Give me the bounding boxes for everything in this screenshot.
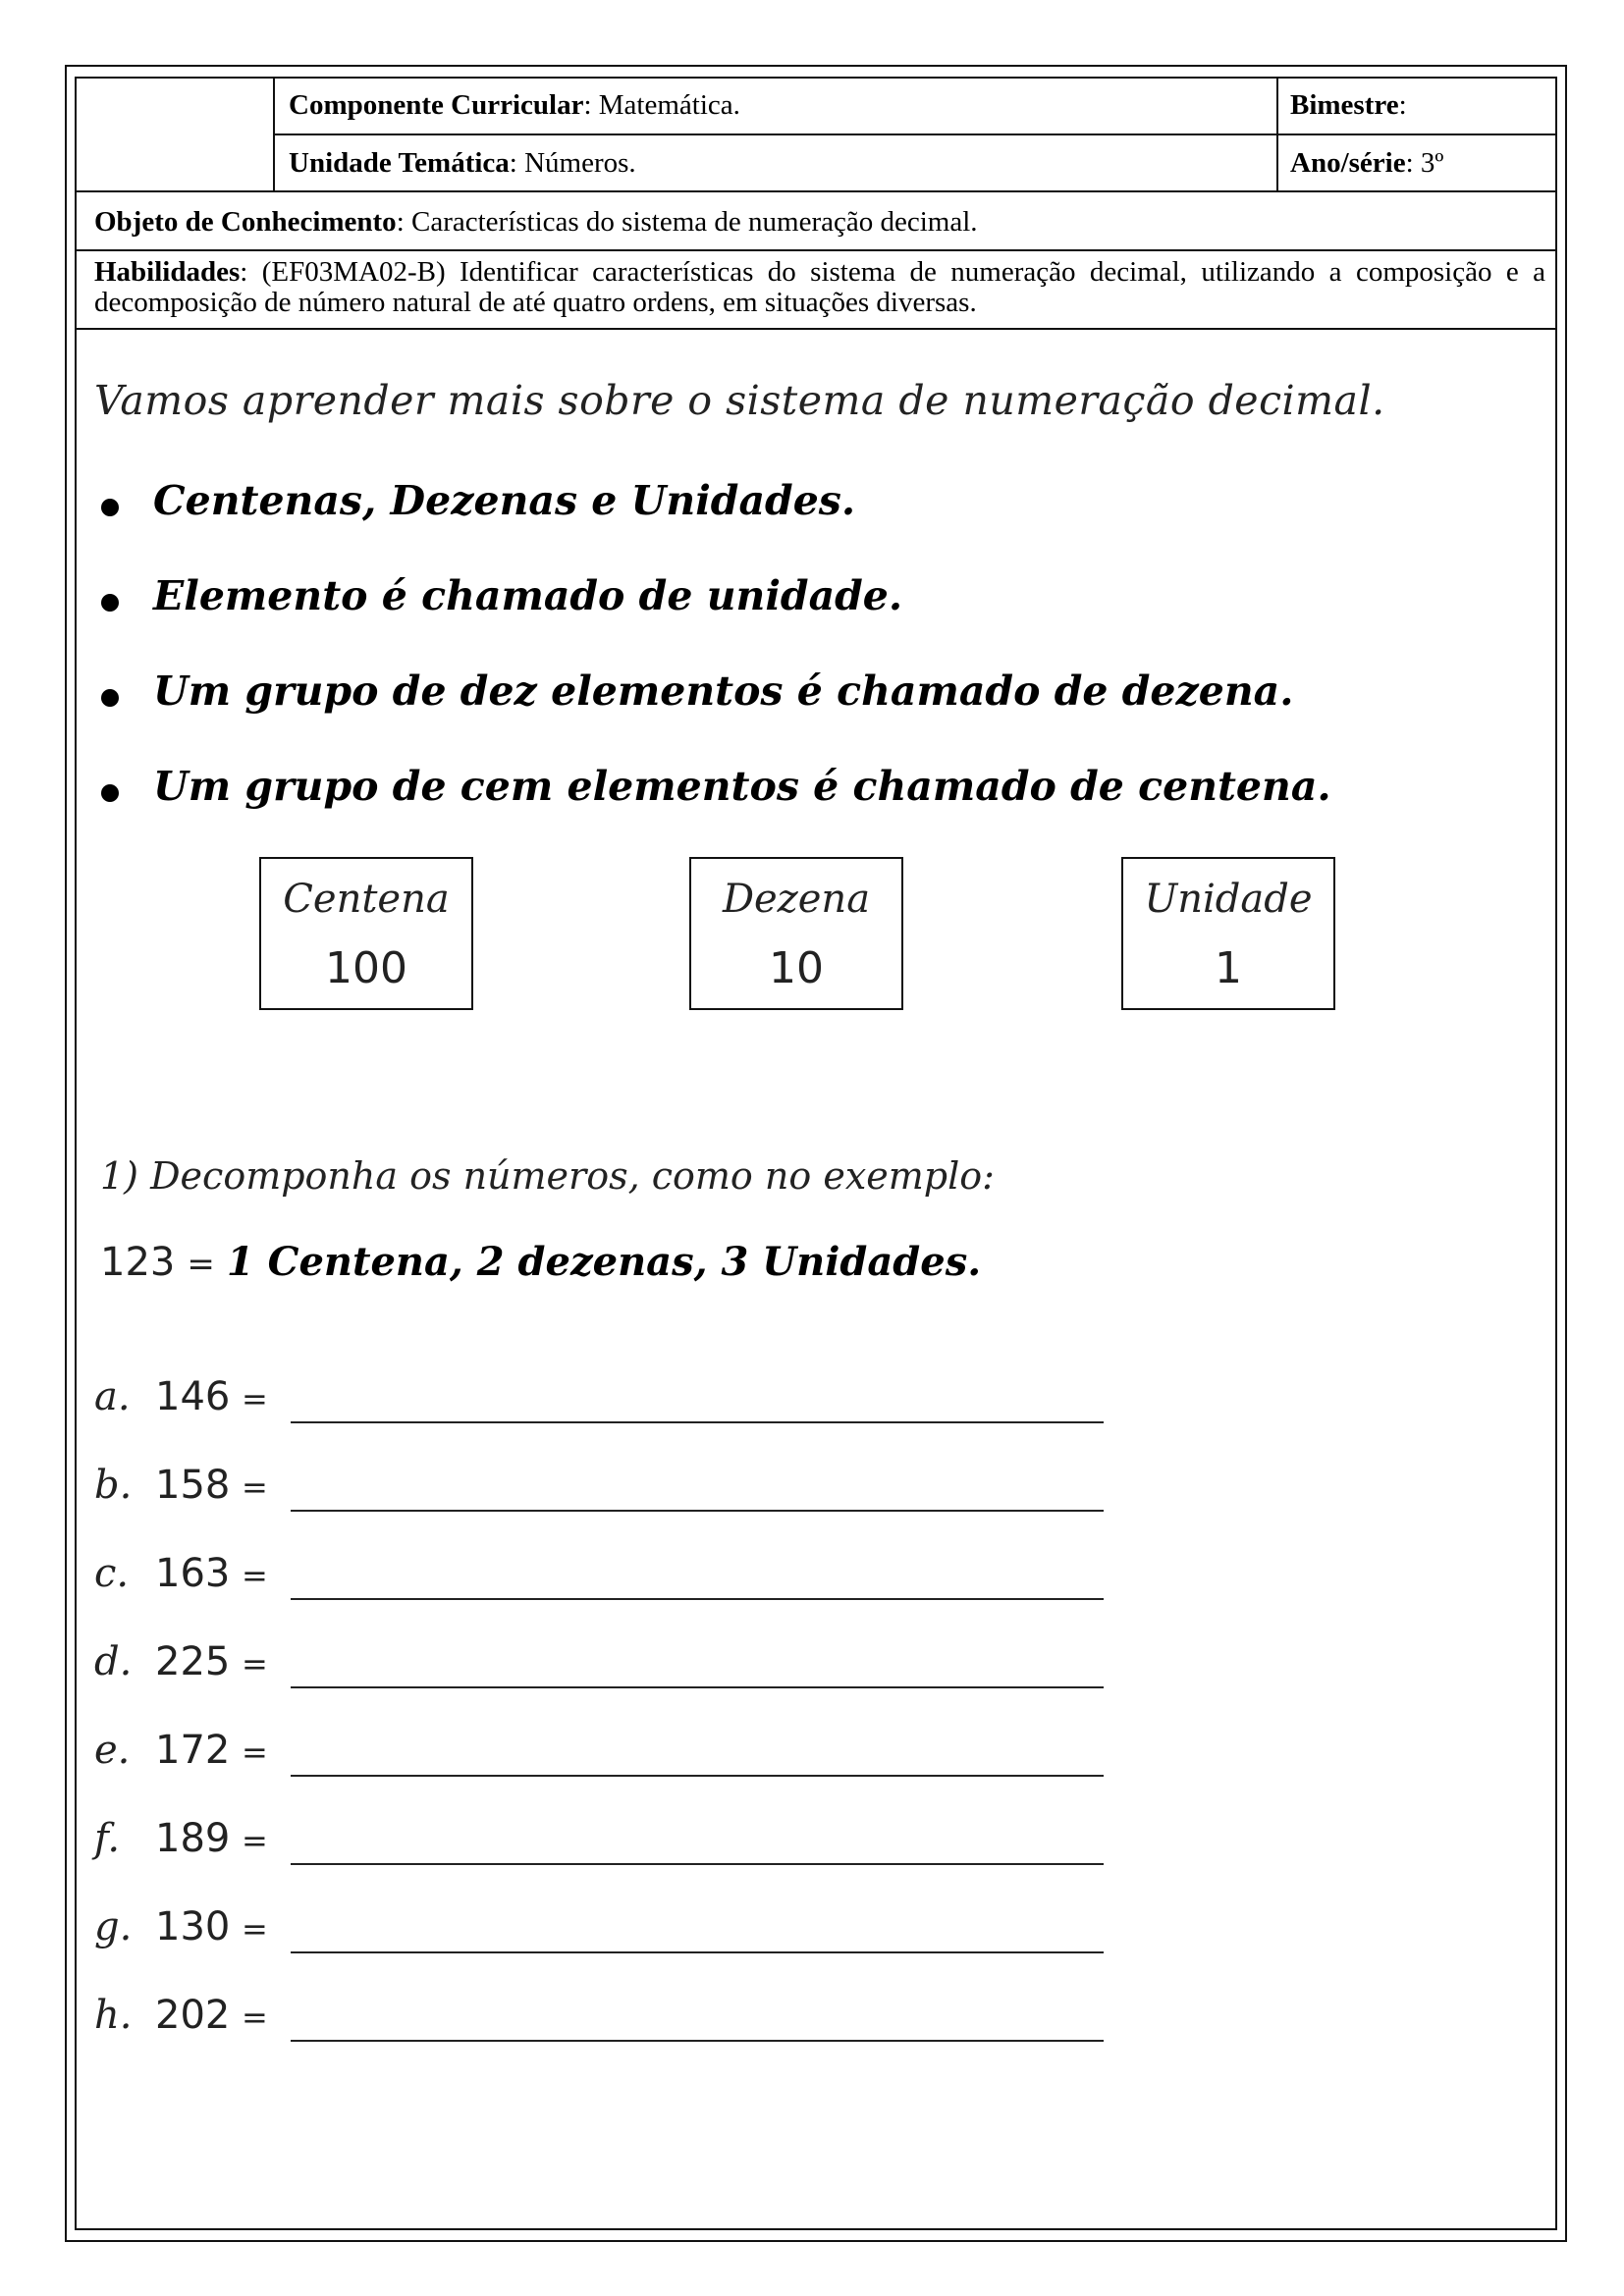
exercise-row-b bbox=[94, 1463, 1115, 1522]
exercise-equals: = bbox=[242, 1999, 268, 2036]
exercise-row-c bbox=[94, 1551, 1115, 1610]
exercise-letter: c. bbox=[94, 1551, 130, 1596]
header-hline-2 bbox=[77, 190, 1555, 192]
header-hline-1 bbox=[273, 133, 1555, 135]
exercise-letter: d. bbox=[94, 1639, 133, 1684]
ano-label: Ano/série bbox=[1290, 147, 1406, 179]
exercise-number: 146 bbox=[155, 1374, 231, 1419]
answer-blank-line[interactable] bbox=[291, 1686, 1104, 1688]
exercise-letter: b. bbox=[94, 1463, 133, 1508]
unidade-tematica bbox=[289, 147, 636, 180]
answer-blank-line[interactable] bbox=[291, 1598, 1104, 1600]
exercise-equals: = bbox=[242, 1380, 268, 1417]
habilidades-value: : (EF03MA02-B) Identificar características do sistema de numeração decimal, utilizando a composição e a decomposição de número natural de até quatro ordens, em situações diversas. bbox=[94, 256, 1545, 318]
exercise-row-d bbox=[94, 1639, 1115, 1698]
unidade-label: Unidade Temática bbox=[289, 147, 510, 179]
exercise-number: 130 bbox=[155, 1904, 231, 1949]
exercise-number: 158 bbox=[155, 1463, 231, 1508]
bullet-dot-3 bbox=[101, 689, 119, 707]
bullet-dot-2 bbox=[101, 594, 119, 612]
answer-blank-line[interactable] bbox=[291, 1510, 1104, 1512]
exercise-letter: a. bbox=[94, 1374, 131, 1419]
exercise-equals: = bbox=[242, 1557, 268, 1594]
exercise-row-g bbox=[94, 1904, 1115, 1963]
componente-label: Componente Curricular bbox=[289, 89, 584, 121]
ano-value: : 3º bbox=[1405, 147, 1444, 179]
bullet-item-4: Um grupo de cem elementos é chamado de centena. bbox=[153, 763, 1331, 810]
habilidades-label: Habilidades bbox=[94, 256, 241, 288]
objeto-value: : Características do sistema de numeração decimal. bbox=[396, 206, 978, 238]
example-answer: 1 Centena, 2 dezenas, 3 Unidades. bbox=[226, 1239, 982, 1285]
place-value-box-centena bbox=[259, 857, 473, 1010]
bullet-dot-1 bbox=[101, 499, 119, 516]
exercise-letter: h. bbox=[94, 1993, 133, 2038]
unidade-value: : Números. bbox=[509, 147, 636, 179]
exercise-number: 225 bbox=[155, 1639, 231, 1684]
answer-blank-line[interactable] bbox=[291, 1951, 1104, 1953]
exercise-number: 202 bbox=[155, 1993, 231, 2038]
place-value-number: 10 bbox=[769, 943, 824, 993]
place-value-number: 100 bbox=[325, 943, 407, 993]
place-value-label: Unidade bbox=[1144, 877, 1313, 922]
header-hline-4 bbox=[77, 328, 1555, 330]
bimestre-label: Bimestre bbox=[1290, 89, 1399, 121]
exercise-letter: f. bbox=[94, 1816, 121, 1861]
objeto-conhecimento bbox=[94, 206, 978, 239]
componente-value: : Matemática. bbox=[583, 89, 740, 121]
bullet-item-1: Centenas, Dezenas e Unidades. bbox=[153, 477, 856, 524]
exercise-number: 163 bbox=[155, 1551, 231, 1596]
answer-blank-line[interactable] bbox=[291, 1421, 1104, 1423]
bullet-dot-4 bbox=[101, 784, 119, 802]
bimestre bbox=[1290, 89, 1407, 122]
objeto-label: Objeto de Conhecimento bbox=[94, 206, 397, 238]
example-line bbox=[100, 1239, 981, 1285]
ano-serie bbox=[1290, 147, 1443, 180]
exercise-row-e bbox=[94, 1728, 1115, 1787]
exercise-number: 172 bbox=[155, 1728, 231, 1773]
place-value-label: Centena bbox=[283, 877, 450, 922]
bullet-item-3: Um grupo de dez elementos é chamado de dezena. bbox=[153, 667, 1294, 715]
example-equals: = bbox=[187, 1245, 215, 1284]
exercise-letter: g. bbox=[94, 1904, 133, 1949]
exercise-equals: = bbox=[242, 1645, 268, 1682]
exercise-row-a bbox=[94, 1374, 1115, 1433]
bullet-item-2: Elemento é chamado de unidade. bbox=[153, 572, 903, 619]
example-number: 123 bbox=[100, 1240, 176, 1285]
question-prompt: 1) Decomponha os números, como no exemplo: bbox=[100, 1154, 995, 1198]
componente-curricular bbox=[289, 89, 740, 122]
exercise-row-f bbox=[94, 1816, 1115, 1875]
intro-text: Vamos aprender mais sobre o sistema de numeração decimal. bbox=[94, 377, 1385, 424]
header-hline-3 bbox=[77, 249, 1555, 251]
exercise-equals: = bbox=[242, 1910, 268, 1948]
exercise-letter: e. bbox=[94, 1728, 131, 1773]
answer-blank-line[interactable] bbox=[291, 2040, 1104, 2042]
place-value-number: 1 bbox=[1215, 943, 1242, 993]
answer-blank-line[interactable] bbox=[291, 1863, 1104, 1865]
place-value-label: Dezena bbox=[722, 877, 871, 922]
exercise-number: 189 bbox=[155, 1816, 231, 1861]
exercise-equals: = bbox=[242, 1468, 268, 1506]
answer-blank-line[interactable] bbox=[291, 1775, 1104, 1777]
exercise-equals: = bbox=[242, 1822, 268, 1859]
place-value-box-unidade bbox=[1121, 857, 1335, 1010]
habilidades bbox=[94, 257, 1545, 318]
place-value-box-dezena bbox=[689, 857, 903, 1010]
exercise-row-h bbox=[94, 1993, 1115, 2052]
bimestre-value: : bbox=[1398, 89, 1407, 121]
exercise-equals: = bbox=[242, 1734, 268, 1771]
